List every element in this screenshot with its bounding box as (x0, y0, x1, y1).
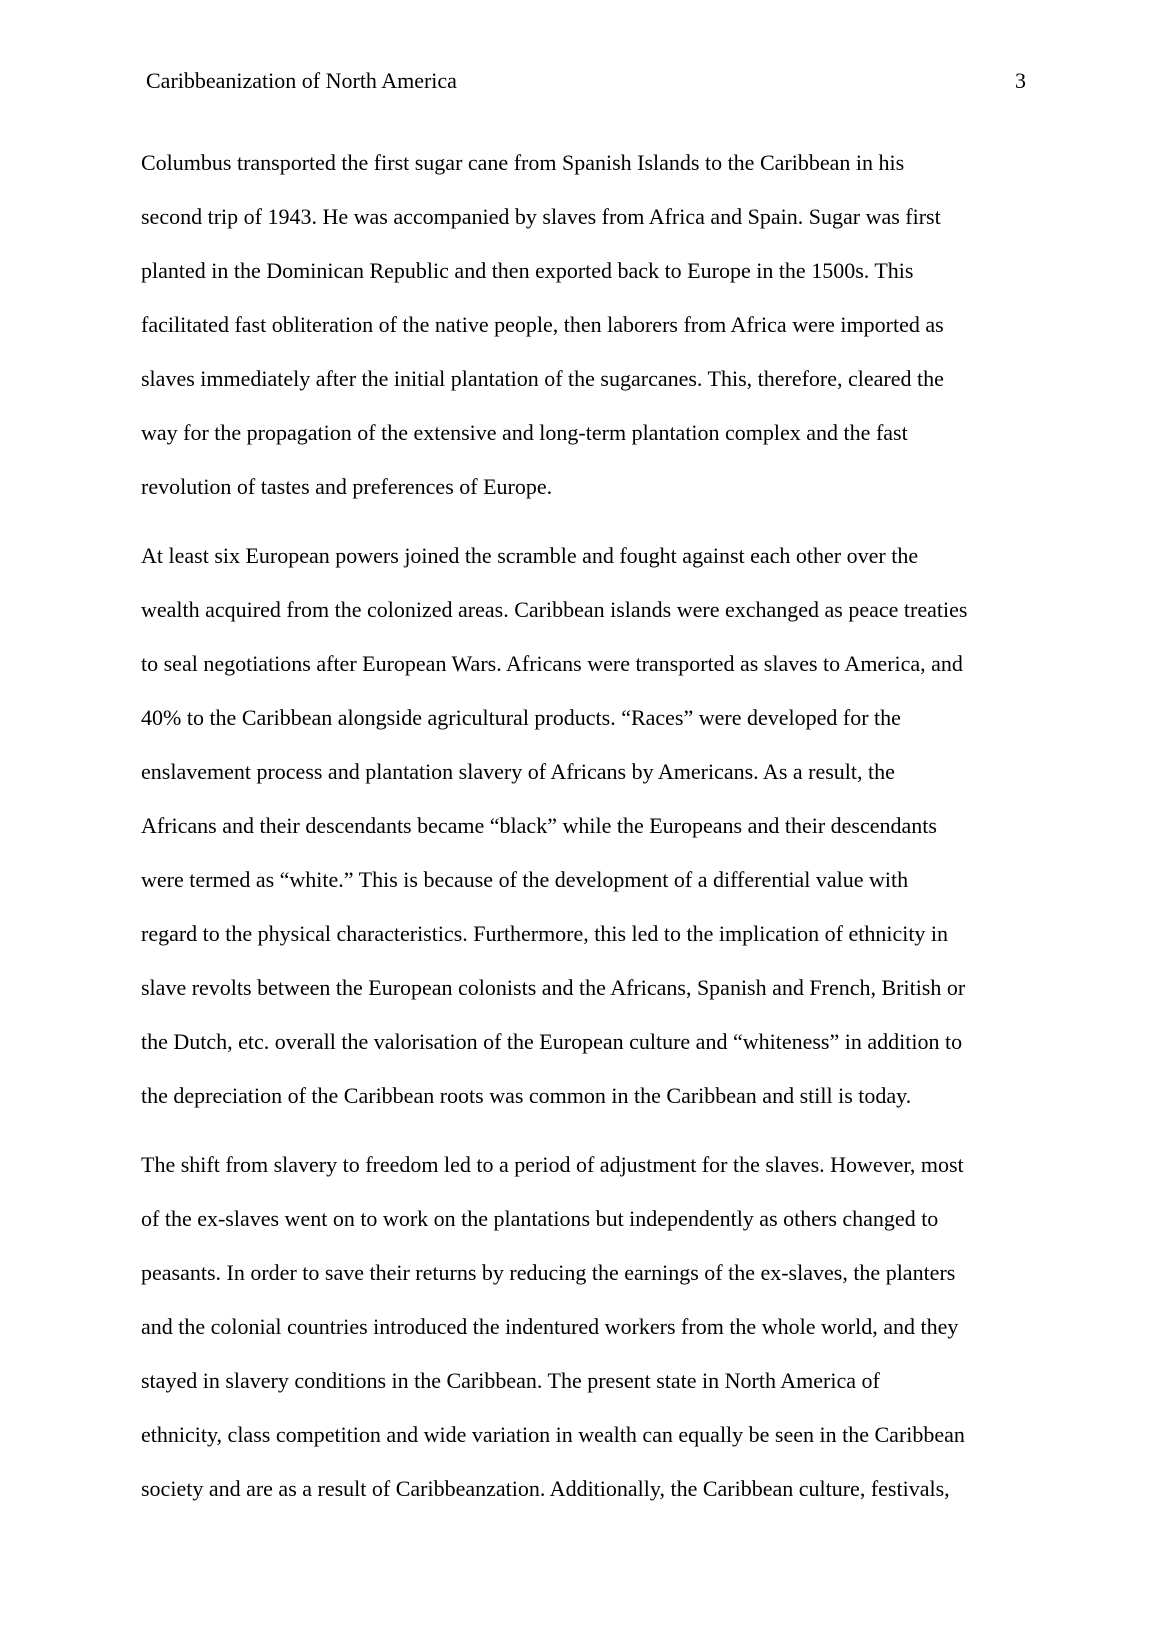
text-line: Africans and their descendants became “black” while the Europeans and their descendants (141, 813, 937, 838)
paragraph-1 (141, 145, 1021, 523)
text-line: and the colonial countries introduced the indentured workers from the whole world, and they (141, 1314, 959, 1339)
running-head-title: Caribbeanization of North America (146, 68, 457, 93)
text-line: revolution of tastes and preferences of Europe. (141, 474, 553, 499)
text-line: way for the propagation of the extensive and long-term plantation complex and the fast (141, 420, 908, 445)
text-line: peasants. In order to save their returns by reducing the earnings of the ex-slaves, the planters (141, 1260, 956, 1285)
paragraph-spacer (141, 523, 1021, 538)
text-line: wealth acquired from the colonized areas. Caribbean islands were exchanged as peace treaties (141, 597, 968, 622)
text-line: the Dutch, etc. overall the valorisation of the European culture and “whiteness” in addition to (141, 1029, 963, 1054)
text-line: slaves immediately after the initial plantation of the sugarcanes. This, therefore, cleared the (141, 366, 944, 391)
body-text (141, 145, 1021, 1525)
text-line: planted in the Dominican Republic and then exported back to Europe in the 1500s. This (141, 258, 914, 283)
text-line: the depreciation of the Caribbean roots was common in the Caribbean and still is today. (141, 1083, 912, 1108)
text-line: At least six European powers joined the scramble and fought against each other over the (141, 543, 919, 568)
paragraph-2 (141, 538, 1021, 1132)
text-line: facilitated fast obliteration of the native people, then laborers from Africa were imported as (141, 312, 944, 337)
text-line: were termed as “white.” This is because of the development of a differential value with (141, 867, 909, 892)
text-line: regard to the physical characteristics. Furthermore, this led to the implication of ethnicity in (141, 921, 949, 946)
text-line: of the ex-slaves went on to work on the plantations but independently as others changed to (141, 1206, 939, 1231)
text-line: second trip of 1943. He was accompanied by slaves from Africa and Spain. Sugar was first (141, 204, 941, 229)
text-line: society and are as a result of Caribbeanzation. Additionally, the Caribbean culture, festivals, (141, 1476, 950, 1501)
text-line: enslavement process and plantation slavery of Africans by Americans. As a result, the (141, 759, 895, 784)
paragraph-3 (141, 1147, 1021, 1525)
page-number: 3 (1015, 68, 1026, 93)
text-line: stayed in slavery conditions in the Caribbean. The present state in North America of (141, 1368, 880, 1393)
text-line: slave revolts between the European colonists and the Africans, Spanish and French, British or (141, 975, 966, 1000)
text-line: Columbus transported the first sugar cane from Spanish Islands to the Caribbean in his (141, 150, 905, 175)
text-line: to seal negotiations after European Wars. Africans were transported as slaves to America, and (141, 651, 963, 676)
text-line: The shift from slavery to freedom led to a period of adjustment for the slaves. However, most (141, 1152, 964, 1177)
paragraph-spacer (141, 1132, 1021, 1147)
text-line: ethnicity, class competition and wide variation in wealth can equally be seen in the Caribbean (141, 1422, 965, 1447)
text-line: 40% to the Caribbean alongside agricultural products. “Races” were developed for the (141, 705, 901, 730)
